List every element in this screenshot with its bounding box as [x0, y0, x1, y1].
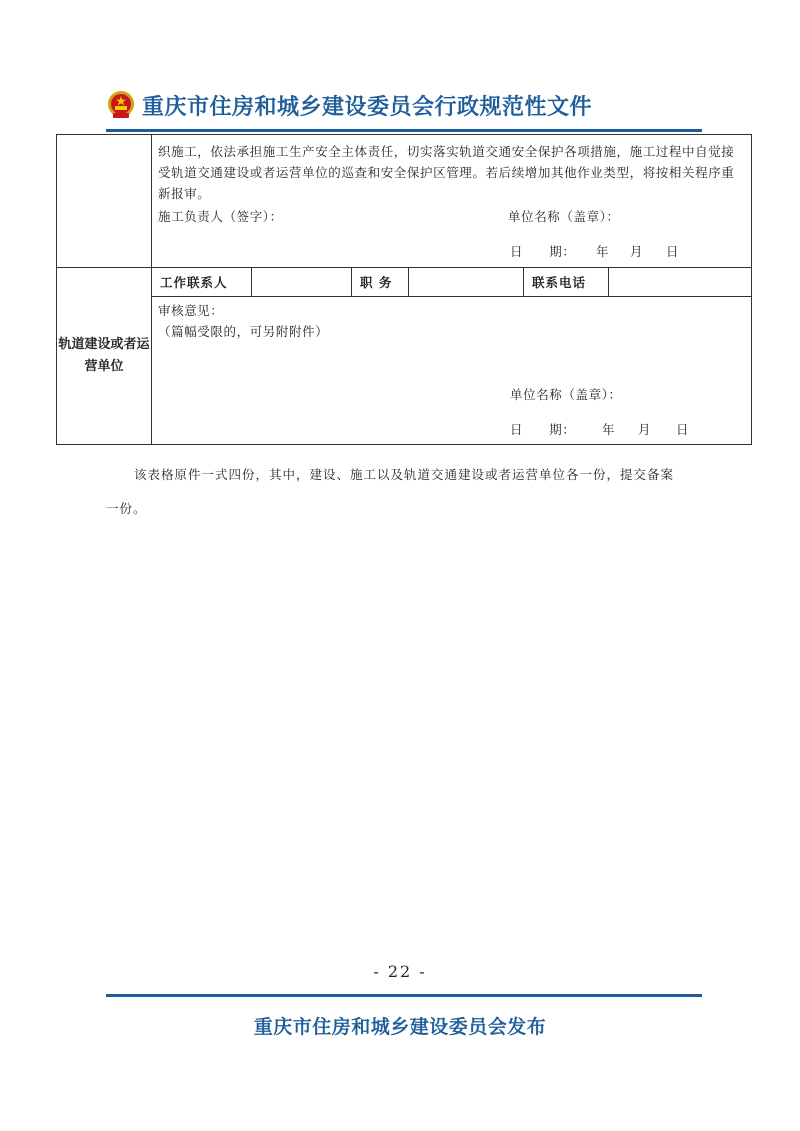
rail-opinion-cell: [152, 297, 752, 445]
rail-month-label: 月: [638, 422, 652, 437]
rail-opinion-row: [57, 297, 752, 445]
construction-content-cell: [152, 135, 752, 268]
construction-unit-row: [57, 135, 752, 268]
construction-date-label: 日 期：: [510, 244, 576, 259]
construction-label-cell: [57, 135, 152, 268]
form-note: [106, 458, 706, 526]
footer-rule: [106, 994, 702, 997]
construction-signer-label: 施工负责人（签字）：: [158, 209, 283, 224]
position-header: 职 务: [352, 268, 409, 297]
rail-contact-row: [57, 268, 752, 297]
construction-month-label: 月: [630, 244, 644, 259]
rail-year-label: 年: [602, 422, 616, 437]
rail-unit-name-label: 单位名称（盖章）：: [510, 387, 622, 402]
rail-date-row: [158, 419, 745, 440]
construction-year-label: 年: [596, 244, 610, 259]
position-value: [409, 268, 524, 297]
rail-day-label: 日: [676, 422, 690, 437]
note-line-2: 一份。: [106, 501, 147, 516]
footer-publisher: 重庆市住房和城乡建设委员会发布: [253, 1016, 547, 1038]
construction-unit-label: 单位名称（盖章）：: [508, 209, 620, 224]
header-rule: [106, 129, 702, 132]
construction-day-label: 日: [666, 244, 680, 259]
national-emblem-icon: [106, 90, 136, 120]
page-number: - 22 -: [373, 962, 427, 981]
contact-person-header: 工作联系人: [152, 268, 252, 297]
rail-date-label: 日 期：: [510, 422, 576, 437]
construction-date-row: [158, 241, 745, 262]
header-title: 重庆市住房和城乡建设委员会行政规范性文件: [142, 94, 593, 120]
construction-commitment-text: 织施工，依法承担施工生产安全主体责任，切实落实轨道交通安全保护各项措施，施工过程中自觉接受轨道交通建设或者运营单位的巡查和安全保护区管理。若后续增加其他作业类型，将按相关程序重新报审。: [158, 144, 735, 201]
document-header: [106, 86, 592, 124]
opinion-label: 审核意见：: [158, 303, 224, 318]
phone-header: 联系电话: [524, 268, 609, 297]
contact-person-value: [252, 268, 352, 297]
opinion-note: （篇幅受限的，可另附附件）: [158, 324, 329, 339]
application-form-table: [56, 134, 752, 445]
phone-value: [609, 268, 752, 297]
note-line-1: 该表格原件一式四份，其中，建设、施工以及轨道交通建设或者运营单位各一份，提交备案: [134, 467, 675, 482]
rail-unit-label: 轨道建设或者运营单位: [57, 268, 152, 445]
